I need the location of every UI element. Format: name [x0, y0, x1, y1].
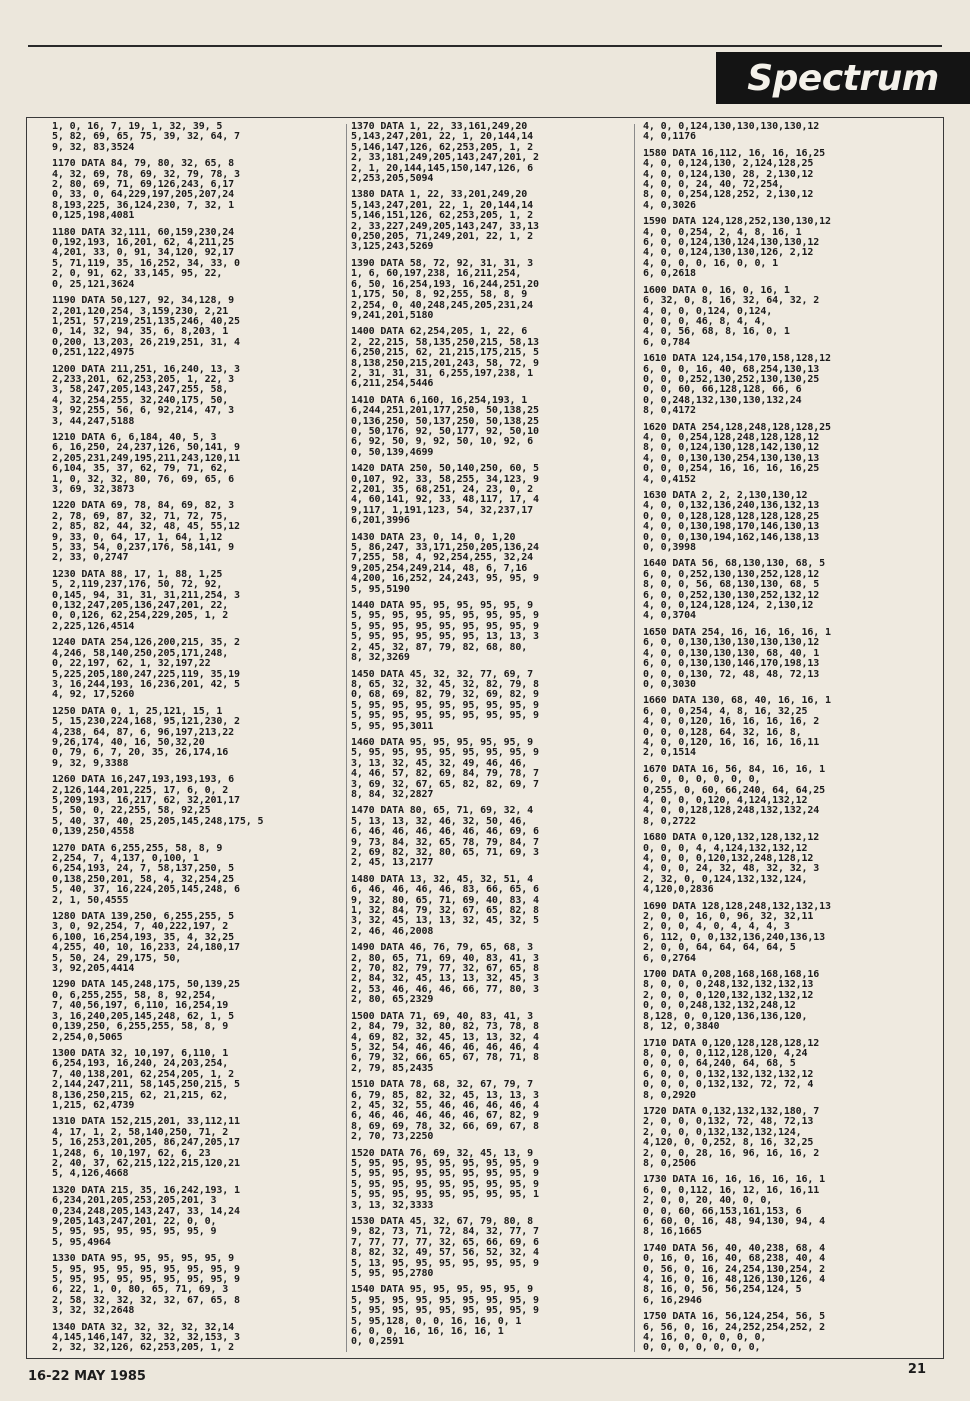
data-listing-block: 1740 DATA 56, 40, 40,238, 68, 4 0, 16, 0, 16, 40, 68,238, 40, 4 0, 56, 0, 16, 24,254,130,254, 2 4, 16, 0, 16, 48,126,130,126, 4 8, 16, 0, 56, 56,254,124, 5 6, 16,2946	[643, 1242, 825, 1306]
data-listing-block: 1290 DATA 145,248,175, 50,139,25 0, 6,255,255, 58, 8, 92,254, 7, 40,56,197, 6,110, 16,254,19 3, 16,240,205,145,248, 62, 1, 5 0,139,250, 6,255,255, 58, 8, 9 2,254,0,5065	[52, 979, 240, 1043]
data-listing-block: 1470 DATA 80, 65, 71, 69, 32, 4 5, 13, 13, 32, 46, 32, 50, 46, 6, 46, 46, 46, 46, 46, 46, 69, 6 9, 73, 84, 32, 65, 78, 79, 84, 7 2, 69, 82, 32, 80, 65, 71, 69, 3 2, 45, 13,2177	[351, 805, 539, 869]
data-listing-block: 1270 DATA 6,255,255, 58, 8, 9 2,254, 7, 4,137, 0,100, 1 6,254,193, 24, 7, 58,137,250, 5 0,138,250,201, 58, 4, 32,254,25 5, 40, 37, 16,224,205,145,248, 6 2, 1, 50,4555	[52, 842, 240, 906]
listing-column-2	[351, 122, 631, 1354]
data-listing-block: 1320 DATA 215, 35, 16,242,193, 1 6,234,201,205,253,205,201, 3 0,234,248,205,143,247, 33, 14,24 9,205,143,247,201, 22, 0, 0, 5, 95, 95, 95, 95, 95, 95, 9 5, 95,4964	[52, 1184, 240, 1248]
data-listing-block: 1200 DATA 211,251, 16,240, 13, 3 2,233,201, 62,253,205, 1, 22, 3 3, 58,247,205,143,247,255, 58, 4, 32,254,255, 32,240,175, 50, 3, 92,255, 56, 6, 92,214, 47, 3 3, 44,247,5188	[52, 363, 240, 427]
listing-panel	[26, 117, 944, 1359]
data-listing-block: 1390 DATA 58, 72, 92, 31, 31, 3 1, 6, 60,197,238, 16,211,254, 6, 50, 16,254,193, 16,244,251,20 1,175, 50, 8, 92,255, 58, 8, 9 2,254, 0, 40,248,245,205,231,24 9,241,201,5180	[351, 257, 539, 321]
section-header	[716, 52, 970, 104]
data-listing-block: 1460 DATA 95, 95, 95, 95, 95, 9 5, 95, 95, 95, 95, 95, 95, 95, 9 3, 13, 32, 45, 32, 49, 46, 46, 4, 46, 57, 82, 69, 84, 79, 78, 7 3, 69, 32, 67, 65, 82, 82, 69, 7 8, 84, 32,2827	[351, 736, 539, 800]
data-listing-block: 1430 DATA 23, 0, 14, 0, 1,20 5, 86,247, 33,171,250,205,136,24 7,255, 58, 4, 92,254,255, 32,24 9,205,254,249,214, 48, 6, 7,16 4,200, 16,252, 24,243, 95, 95, 9 5, 95,5190	[351, 531, 539, 595]
data-listing-block: 1540 DATA 95, 95, 95, 95, 95, 9 5, 95, 95, 95, 95, 95, 95, 95, 9 5, 95, 95, 95, 95, 95, 95, 95, 9 5, 95,128, 0, 0, 16, 16, 0, 1 6, 0, 0, 16, 16, 16, 16, 1 0, 0,2591	[351, 1284, 539, 1348]
data-listing-block: 1520 DATA 76, 69, 32, 45, 13, 9 5, 95, 95, 95, 95, 95, 95, 95, 9 5, 95, 95, 95, 95, 95, 95, 95, 9 5, 95, 95, 95, 95, 95, 95, 95, 9 5, 95, 95, 95, 95, 95, 95, 95, 1 3, 13, 32,3333	[351, 1147, 539, 1211]
data-listing-block: 1180 DATA 32,111, 60,159,230,24 0,192,193, 16,201, 62, 4,211,25 4,201, 33, 0, 91, 34,120, 92,17 5, 71,119, 35, 16,252, 34, 33, 0 2, 0, 91, 62, 33,145, 95, 22, 0, 25,121,3624	[52, 226, 240, 290]
data-listing-block: 1640 DATA 56, 68,130,130, 68, 5 6, 0, 0,252,130,130,252,128,12 8, 0, 0, 56, 68,130,130, 68, 5 6, 0, 0,252,130,130,252,132,12 4, 0, 0,124,128,124, 2,130,12 4, 0,3704	[643, 558, 825, 622]
data-listing-block: 1370 DATA 1, 22, 33,161,249,20 5,143,247,201, 22, 1, 20,144,14 5,146,147,126, 62,253,205, 1, 2 2, 33,181,249,205,143,247,201, 2 2, 1, 20,144,145,150,147,126, 6 2,253,205,5094	[351, 122, 539, 185]
listing-column-1	[52, 122, 352, 1354]
top-rule	[28, 45, 942, 47]
column-divider	[634, 124, 635, 1352]
data-listing-block: 1300 DATA 32, 10,197, 6,110, 1 6,254,193, 16,240, 24,203,254, 7, 40,138,201, 62,254,205, 1, 2 2,144,247,211, 58,145,250,215, 5 8,136,250,215, 62, 21,215, 62, 1,215, 62,4739	[52, 1047, 240, 1111]
data-listing-block: 1310 DATA 152,215,201, 33,112,11 4, 17, 1, 2, 58,140,250, 71, 2 5, 16,253,201,205, 86,247,205,17 1,248, 6, 10,197, 62, 6, 23 2, 40, 37, 62,215,122,215,120,21 5, 4,126,4668	[52, 1116, 240, 1180]
data-listing-block: 1480 DATA 13, 32, 45, 32, 51, 4 6, 46, 46, 46, 46, 83, 66, 65, 6 9, 32, 80, 65, 71, 69, 40, 83, 4 1, 32, 84, 79, 32, 67, 65, 82, 8 3, 32, 45, 13, 13, 32, 45, 32, 5 2, 46, 46,2008	[351, 873, 539, 937]
data-listing-block: 1440 DATA 95, 95, 95, 95, 95, 9 5, 95, 95, 95, 95, 95, 95, 95, 9 5, 95, 95, 95, 95, 95, 95, 95, 9 5, 95, 95, 95, 95, 95, 13, 13, 3 2, 45, 32, 87, 79, 82, 68, 80, 8, 32,3269	[351, 600, 539, 664]
section-title: Spectrum	[747, 57, 939, 99]
data-listing-block: 1210 DATA 6, 6,184, 40, 5, 3 6, 16,250, 24,237,126, 50,141, 9 2,205,231,249,195,211,243,120,11 6,104, 35, 37, 62, 79, 71, 62, 1, 0, 32, 32, 80, 76, 69, 65, 6 3, 69, 32,3873	[52, 431, 240, 495]
data-listing-block: 1730 DATA 16, 16, 16, 16, 16, 1 6, 0, 0,112, 16, 12, 16, 16,11 2, 0, 0, 20, 40, 0, 0, 0, 0, 60, 66,153,161,153, 6 6, 60, 0, 16, 48, 94,130, 94, 4 8, 16,1665	[643, 1174, 825, 1238]
data-listing-block: 1660 DATA 130, 68, 40, 16, 16, 1 6, 0, 0,254, 4, 8, 16, 32,25 4, 0, 0,120, 16, 16, 16, 16, 2 0, 0, 0,128, 64, 32, 16, 8, 4, 0, 0,120, 16, 16, 16, 16,11 2, 0,1514	[643, 695, 831, 759]
data-listing-block: 1420 DATA 250, 50,140,250, 60, 5 0,107, 92, 33, 58,255, 34,123, 9 2,201, 35, 68,251, 24, 23, 0, 2 4, 60,141, 92, 33, 48,117, 17, 4 9,117, 1,191,123, 54, 32,237,17 6,201,3996	[351, 463, 539, 527]
data-listing-block: 1170 DATA 84, 79, 80, 32, 65, 8 4, 32, 69, 78, 69, 32, 79, 78, 3 2, 80, 69, 71, 69,126,243, 6,17 0, 33, 0, 64,229,197,205,207,24 8,193,225, 36,124,230, 7, 32, 1 0,125,198,4081	[52, 158, 240, 222]
data-listing-block: 1610 DATA 124,154,170,158,128,12 6, 0, 0, 16, 40, 68,254,130,13 0, 0, 0,252,130,252,130,130,25 0, 0, 60, 66,128,128, 66, 6 0, 0,248,132,130,130,132,24 8, 0,4172	[643, 353, 831, 417]
listing-column-3	[643, 122, 933, 1354]
data-listing-block: 1280 DATA 139,250, 6,255,255, 5 3, 0, 92,254, 7, 40,222,197, 2 6,100, 16,254,193, 35, 4, 32,25 4,255, 40, 10, 16,233, 24,180,17 5, 50, 24, 29,175, 50, 3, 92,205,4414	[52, 911, 240, 975]
data-listing-block: 1680 DATA 0,120,132,128,132,12 0, 0, 0, 4, 4,124,132,132,12 4, 0, 0, 0,120,132,248,128,12 4, 0, 0, 24, 32, 48, 32, 32, 3 2, 32, 0, 0,124,132,132,124, 4,120,0,2836	[643, 832, 820, 896]
data-listing-block: 1700 DATA 0,208,168,168,168,16 8, 0, 0, 0,248,132,132,132,13 2, 0, 0, 0,120,132,132,132,12 0, 0, 0,248,132,132,248,12 8,128, 0, 0,120,136,136,120, 8, 12, 0,3840	[643, 969, 820, 1033]
data-listing-block: 1, 0, 16, 7, 19, 1, 32, 39, 5 5, 82, 69, 65, 75, 39, 32, 64, 7 9, 32, 83,3524	[52, 122, 240, 153]
data-listing-block: 1510 DATA 78, 68, 32, 67, 79, 7 6, 79, 85, 82, 32, 45, 13, 13, 3 2, 45, 32, 55, 46, 46, 46, 46, 4 6, 46, 46, 46, 46, 46, 67, 82, 9 8, 69, 69, 78, 32, 66, 69, 67, 8 2, 70, 73,2250	[351, 1079, 539, 1143]
data-listing-block: 1670 DATA 16, 56, 84, 16, 16, 1 6, 0, 0, 0, 0, 0, 0, 0,255, 0, 60, 66,240, 64, 64,25 4, 0, 0, 0,120, 4,124,132,12 4, 0, 0,128,128,248,132,132,24 8, 0,2722	[643, 763, 825, 827]
data-listing-block: 1650 DATA 254, 16, 16, 16, 16, 1 6, 0, 0,130,130,130,130,130,12 4, 0, 0,130,130,130, 68, 40, 1 6, 0, 0,130,130,146,170,198,13 0, 0, 0,130, 72, 48, 48, 72,13 0, 0,3030	[643, 626, 831, 690]
data-listing-block: 1490 DATA 46, 76, 79, 65, 68, 3 2, 80, 65, 71, 69, 40, 83, 41, 3 2, 70, 82, 79, 77, 32, 67, 65, 8 2, 84, 32, 45, 13, 13, 32, 45, 3 2, 53, 46, 46, 46, 66, 77, 80, 3 2, 80, 65,2329	[351, 942, 539, 1006]
data-listing-block: 1250 DATA 0, 1, 25,121, 15, 1 5, 15,230,224,168, 95,121,230, 2 4,238, 64, 87, 6, 96,197,213,22 9,26,174, 40, 16, 50,32,20 0, 79, 6, 7, 20, 35, 26,174,16 9, 32, 9,3388	[52, 705, 240, 769]
data-listing-block: 1400 DATA 62,254,205, 1, 22, 6 2, 22,215, 58,135,250,215, 58,13 6,250,215, 62, 21,215,175,215, 5 8,138,250,215,201,243, 58, 72, 9 2, 31, 31, 31, 6,255,197,238, 1 6,211,254,5446	[351, 326, 539, 390]
data-listing-block: 1190 DATA 50,127, 92, 34,128, 9 2,201,120,254, 3,159,230, 2,21 1,251, 57,219,251,135,246, 40,25 0, 14, 32, 94, 35, 6, 8,203, 1 0,200, 13,203, 26,219,251, 31, 4 0,251,122,4975	[52, 295, 240, 359]
data-listing-block: 1230 DATA 88, 17, 1, 88, 1,25 5, 2,119,237,176, 50, 72, 92, 0,145, 94, 31, 31, 31,211,254, 3 0,132,247,205,136,247,201, 22, 0, 0,126, 62,254,229,205, 1, 2 2,225,126,4514	[52, 568, 240, 632]
data-listing-block: 1620 DATA 254,128,248,128,128,25 4, 0, 0,254,128,248,128,128,12 8, 0, 0,124,130,128,142,130,12 4, 0, 0,130,130,254,130,130,13 0, 0, 0,254, 16, 16, 16, 16,25 4, 0,4152	[643, 421, 831, 485]
issue-date: 16-22 MAY 1985	[28, 1369, 146, 1384]
data-listing-block: 1590 DATA 124,128,252,130,130,12 4, 0, 0,254, 2, 4, 8, 16, 1 6, 0, 0,124,130,124,130,130,12 4, 0, 0,124,130,130,126, 2,12 4, 0, 0, 0, 16, 0, 0, 1 6, 0,2618	[643, 216, 831, 280]
data-listing-block: 1690 DATA 128,128,248,132,132,13 2, 0, 0, 16, 0, 96, 32, 32,11 2, 0, 0, 4, 0, 4, 4, 4, 3 6, 112, 0, 0,132,136,240,136,13 2, 0, 0, 64, 64, 64, 64, 5 6, 0,2764	[643, 900, 831, 964]
data-listing-block: 1580 DATA 16,112, 16, 16, 16,25 4, 0, 0,124,130, 2,124,128,25 4, 0, 0,124,130, 28, 2,130,12 4, 0, 0, 24, 40, 72,254, 8, 0, 0,254,128,252, 2,130,12 4, 0,3026	[643, 147, 825, 211]
data-listing-block: 1220 DATA 69, 78, 84, 69, 82, 3 2, 78, 69, 87, 32, 71, 72, 75, 2, 85, 82, 44, 32, 48, 45, 55,12 9, 33, 0, 64, 17, 1, 64, 1,12 5, 33, 54, 0,237,176, 58,141, 9 2, 33, 0,2747	[52, 500, 240, 564]
data-listing-block: 1450 DATA 45, 32, 32, 77, 69, 7 8, 65, 32, 32, 45, 32, 82, 79, 8 0, 68, 69, 82, 79, 32, 69, 82, 9 5, 95, 95, 95, 95, 95, 95, 95, 9 5, 95, 95, 95, 95, 95, 95, 95, 9 5, 95, 95,3011	[351, 668, 539, 732]
data-listing-block: 1340 DATA 32, 32, 32, 32, 32,14 4,145,146,147, 32, 32, 32,153, 3 2, 32, 32,126, 62,253,205, 1, 2	[52, 1321, 240, 1354]
data-listing-block: 1260 DATA 16,247,193,193,193, 6 2,126,144,201,225, 17, 6, 0, 2 5,209,193, 16,217, 62, 32,201,17 5, 50, 0, 22,255, 58, 92,25 5, 40, 37, 40, 25,205,145,248,175, 5 0,139,250,4558	[52, 774, 264, 838]
data-listing-block: 4, 0, 0,124,130,130,130,130,12 4, 0,1176	[643, 122, 820, 143]
data-listing-block: 1720 DATA 0,132,132,132,180, 7 2, 0, 0, 0,132, 72, 48, 72,13 2, 0, 0, 0,132,132,132,124, 4,120, 0, 0,252, 8, 16, 32,25 2, 0, 0, 28, 16, 96, 16, 16, 2 8, 0,2506	[643, 1105, 820, 1169]
data-listing-block: 1530 DATA 45, 32, 67, 79, 80, 8 9, 82, 73, 71, 72, 84, 32, 77, 7 7, 77, 77, 77, 32, 65, 66, 69, 6 8, 82, 32, 49, 57, 56, 52, 32, 4 5, 13, 95, 95, 95, 95, 95, 95, 9 5, 95, 95,2780	[351, 1216, 539, 1280]
data-listing-block: 1710 DATA 0,120,128,128,128,12 8, 0, 0, 0,112,128,120, 4,24 0, 0, 0, 64,240, 64, 68, 5 6, 0, 0, 0,132,132,132,132,12 0, 0, 0, 0,132,132, 72, 72, 4 8, 0,2920	[643, 1037, 820, 1101]
data-listing-block: 1380 DATA 1, 22, 33,201,249,20 5,143,247,201, 22, 1, 20,144,14 5,146,151,126, 62,253,205, 1, 2 2, 33,227,249,205,143,247, 33,13 0,250,205, 71,249,201, 22, 1, 2 3,125,243,5269	[351, 189, 539, 253]
column-divider	[346, 124, 347, 1352]
data-listing-block: 1500 DATA 71, 69, 40, 83, 41, 3 2, 84, 79, 32, 80, 82, 73, 78, 8 4, 69, 82, 32, 45, 13, 13, 32, 4 5, 32, 54, 46, 46, 46, 46, 46, 4 6, 79, 32, 66, 65, 67, 78, 71, 8 2, 79, 85,2435	[351, 1010, 539, 1074]
data-listing-block: 1330 DATA 95, 95, 95, 95, 95, 9 5, 95, 95, 95, 95, 95, 95, 95, 9 5, 95, 95, 95, 95, 95, 95, 95, 9 6, 22, 1, 0, 80, 65, 71, 69, 3 2, 58, 32, 32, 32, 32, 67, 65, 8 3, 32, 32,2648	[52, 1253, 240, 1317]
data-listing-block: 1240 DATA 254,126,200,215, 35, 2 4,246, 58,140,250,205,171,248, 0, 22,197, 62, 1, 32,197,22 5,225,205,180,247,225,119, 35,19 3, 16,244,193, 16,236,201, 42, 5 4, 92, 17,5260	[52, 637, 240, 701]
data-listing-block: 1600 DATA 0, 16, 0, 16, 1 6, 32, 0, 8, 16, 32, 64, 32, 2 4, 0, 0, 0,124, 0,124, 0, 0, 0, 46, 8, 4, 4, 4, 0, 56, 68, 8, 16, 0, 1 6, 0,784	[643, 284, 820, 348]
data-listing-block: 1410 DATA 6,160, 16,254,193, 1 6,244,251,201,177,250, 50,138,25 0,136,250, 50,137,250, 50,138,25 0, 50,176, 92, 50,177, 92, 50,10 6, 92, 50, 9, 92, 50, 10, 92, 6 0, 50,139,4699	[351, 394, 539, 458]
data-listing-block: 1750 DATA 16, 56,124,254, 56, 5 6, 56, 0, 16, 24,252,254,252, 2 4, 16, 0, 0, 0, 0, 0, 0, 0, 0, 0, 0, 0, 0,	[643, 1311, 825, 1354]
data-listing-block: 1630 DATA 2, 2, 2,130,130,12 4, 0, 0,132,136,240,136,132,13 0, 0, 0,128,128,128,128,128,25 4, 0, 0,130,198,170,146,130,13 0, 0, 0,130,194,162,146,138,13 0, 0,3998	[643, 490, 820, 554]
page-number: 21	[907, 1362, 926, 1377]
